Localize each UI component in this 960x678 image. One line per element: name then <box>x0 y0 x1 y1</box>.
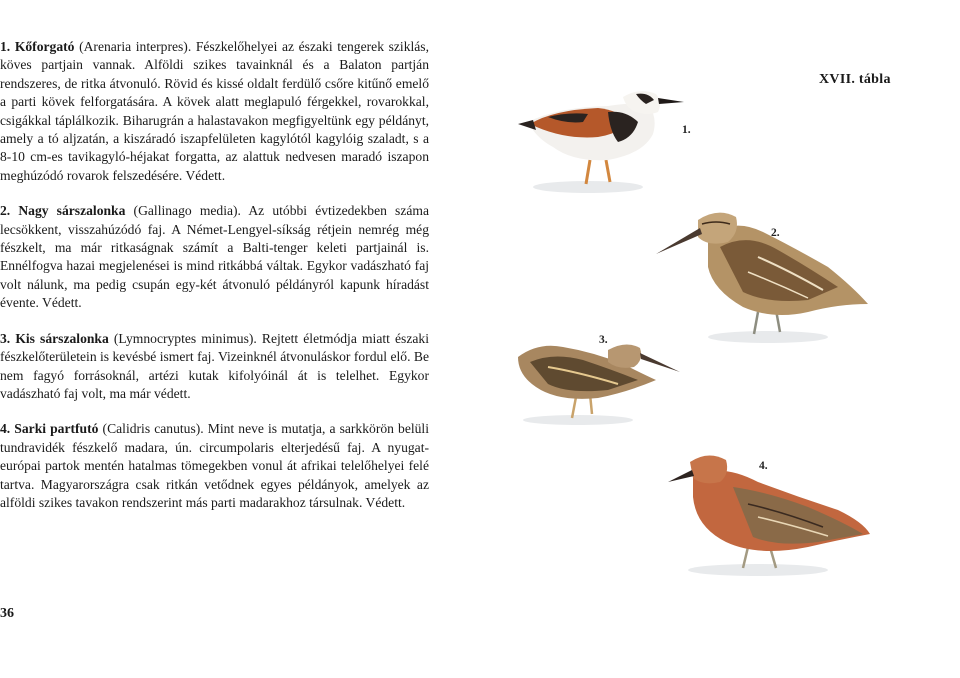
species-name: Nagy sárszalonka <box>18 203 126 219</box>
species-name: Sarki partfutó <box>14 421 99 437</box>
species-paragraph-2 <box>0 202 429 312</box>
species-description: (Calidris canutus). Mint neve is mutatja, a sarkkörön belüli tundravidék fészkelő madara, ún. circumpolaris elterjedésű faj. A nyugat-európai partok mentén hatalmas tömegekben vonul át afrikai telelőhelyei felé tartva. Magyarországra csak ritkán vetődnek egyes példányok, amelyek az alföldi szikes tavakon rendszerint más parti madarakhoz társulnak. Védett. <box>0 421 429 510</box>
red-knot-illustration <box>668 455 870 576</box>
species-description: (Lymnocryptes minimus). Rejtett életmódja miatt északi fészkelőterületein is kevésbé ismert faj. Vizeinknél átvonuláskor fordul elő. Be nem fagyó forrásoknál, artézi kutak kifolyóinál át is telelhet. Egykor vadászható faj volt, ma már védett. <box>0 330 429 401</box>
bird-label-4: 4. <box>759 460 768 472</box>
birds-illustration <box>458 42 908 638</box>
species-description: (Arenaria interpres). Fészkelőhelyei az északi tengerek sziklás, köves partjain vannak. Alföldi szikes tavainknál és a Balaton partján rendszeres, de ritka átvonuló. Rövid és kissé oldalt ferdülő csőre kitűnő emelő a parti kövek felforgatására. A kövek alatt meglapuló férgekkel, rovarokkal, csigákkal táplálkozik. Biharugrán a halastavakon megfigyeltünk egy példányt, amely a tó aljzatán, a kiszáradó iszapfelületen kagylótól kagylóig szaladt, s a 8-10 cm-es tavikagyló-héjakat forgatta, az alattuk nedvesen maradó iszapon meghúzódó rovarok felszedésére. Védett. <box>0 39 429 183</box>
species-paragraph-4 <box>0 420 429 512</box>
page-number: 36 <box>0 606 14 621</box>
illustration-plate <box>458 42 908 638</box>
species-description: (Gallinago media). Az utóbbi évtizedekben száma lecsökkent, visszahúzódó faj. A Német-Lengyel-síkság rétjein nemrég még fészkelt, ma már ritkaságnak számít a Balti-tenger keleti partjainál is. Ennélfogva hazai megjelenései is mind ritkábbá váltak. Egykor vadászható faj volt nálunk, ma pedig csupán egy-két átvonuló példányról kapunk híradást évente. Védett. <box>0 203 429 311</box>
species-paragraph-1 <box>0 38 429 185</box>
species-number: 2. <box>0 203 11 219</box>
great-snipe-illustration <box>656 213 868 343</box>
species-number: 4. <box>0 421 11 437</box>
species-number: 1. <box>0 39 11 54</box>
jack-snipe-illustration <box>518 344 680 425</box>
species-number: 3. <box>0 330 11 346</box>
plate-title: XVII. tábla <box>819 72 891 87</box>
bird-label-2: 2. <box>771 227 780 239</box>
article-text <box>0 38 429 529</box>
species-name: Kőforgató <box>14 39 75 54</box>
species-paragraph-3 <box>0 330 429 404</box>
turnstone-illustration <box>518 91 684 193</box>
bird-label-1: 1. <box>682 124 691 136</box>
bird-label-3: 3. <box>599 334 608 346</box>
species-name: Kis sárszalonka <box>15 330 109 346</box>
